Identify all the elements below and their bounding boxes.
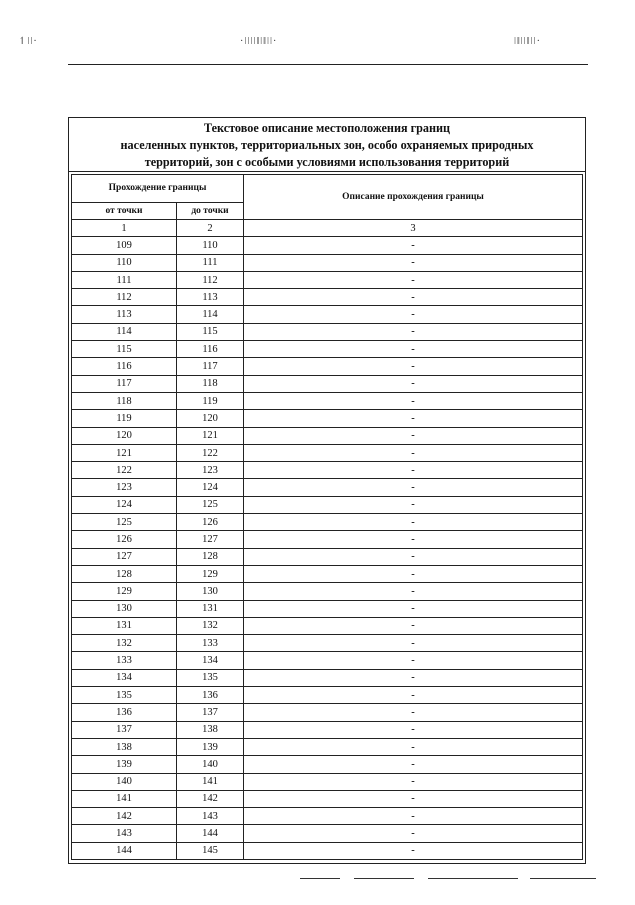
table-row (72, 531, 583, 548)
cell-from-point: 122 (72, 462, 177, 479)
table-row (72, 306, 583, 323)
cell-description: - (244, 462, 583, 479)
cell-to-point: 145 (177, 842, 244, 859)
table-row (72, 237, 583, 254)
table-row (72, 479, 583, 496)
cell-from-point: 137 (72, 721, 177, 738)
table-row (72, 496, 583, 513)
table-body (72, 237, 583, 860)
scan-mark-left: ↿ǀǀ· (18, 36, 38, 47)
cell-description: - (244, 514, 583, 531)
table-row (72, 756, 583, 773)
column-number-2: 2 (177, 220, 244, 237)
cell-to-point: 117 (177, 358, 244, 375)
cell-to-point: 131 (177, 600, 244, 617)
cell-to-point: 122 (177, 444, 244, 461)
cell-from-point: 111 (72, 271, 177, 288)
cell-to-point: 135 (177, 669, 244, 686)
cell-from-point: 142 (72, 808, 177, 825)
cell-to-point: 130 (177, 583, 244, 600)
cell-from-point: 115 (72, 341, 177, 358)
table-row (72, 704, 583, 721)
cell-description: - (244, 808, 583, 825)
table-row (72, 444, 583, 461)
cell-description: - (244, 237, 583, 254)
cell-description: - (244, 375, 583, 392)
cell-from-point: 126 (72, 531, 177, 548)
cell-description: - (244, 756, 583, 773)
cell-to-point: 116 (177, 341, 244, 358)
cell-from-point: 116 (72, 358, 177, 375)
cell-from-point: 112 (72, 289, 177, 306)
cell-to-point: 126 (177, 514, 244, 531)
table-row (72, 323, 583, 340)
cell-to-point: 142 (177, 790, 244, 807)
cell-description: - (244, 254, 583, 271)
table-row (72, 548, 583, 565)
cell-description: - (244, 565, 583, 582)
cell-to-point: 111 (177, 254, 244, 271)
table-row (72, 427, 583, 444)
cell-to-point: 136 (177, 687, 244, 704)
table-row (72, 617, 583, 634)
cell-from-point: 125 (72, 514, 177, 531)
cell-description: - (244, 583, 583, 600)
table-row (72, 669, 583, 686)
table-row (72, 583, 583, 600)
cell-from-point: 140 (72, 773, 177, 790)
cell-from-point: 121 (72, 444, 177, 461)
cell-to-point: 129 (177, 565, 244, 582)
cell-description: - (244, 617, 583, 634)
header-description: Описание прохождения границы (244, 175, 583, 220)
cell-description: - (244, 531, 583, 548)
cell-from-point: 143 (72, 825, 177, 842)
cell-to-point: 144 (177, 825, 244, 842)
table-row (72, 652, 583, 669)
cell-from-point: 133 (72, 652, 177, 669)
table-row (72, 738, 583, 755)
table-row (72, 462, 583, 479)
cell-description: - (244, 704, 583, 721)
cell-from-point: 141 (72, 790, 177, 807)
cell-to-point: 134 (177, 652, 244, 669)
cell-description: - (244, 323, 583, 340)
cell-description: - (244, 687, 583, 704)
table-row (72, 687, 583, 704)
table-row (72, 514, 583, 531)
column-number-1: 1 (72, 220, 177, 237)
table-row (72, 375, 583, 392)
table-row (72, 358, 583, 375)
cell-to-point: 121 (177, 427, 244, 444)
cell-from-point: 144 (72, 842, 177, 859)
cell-to-point: 114 (177, 306, 244, 323)
boundary-table (71, 174, 583, 860)
bottom-scan-line (68, 878, 596, 882)
cell-description: - (244, 825, 583, 842)
cell-description: - (244, 496, 583, 513)
cell-description: - (244, 289, 583, 306)
cell-from-point: 127 (72, 548, 177, 565)
cell-to-point: 110 (177, 237, 244, 254)
cell-to-point: 139 (177, 738, 244, 755)
table-row (72, 842, 583, 859)
cell-description: - (244, 790, 583, 807)
cell-from-point: 128 (72, 565, 177, 582)
cell-description: - (244, 842, 583, 859)
header-rule (68, 64, 588, 65)
cell-to-point: 137 (177, 704, 244, 721)
table-row (72, 341, 583, 358)
table-row (72, 790, 583, 807)
table-row (72, 825, 583, 842)
cell-from-point: 136 (72, 704, 177, 721)
cell-from-point: 135 (72, 687, 177, 704)
cell-to-point: 124 (177, 479, 244, 496)
cell-from-point: 109 (72, 237, 177, 254)
cell-to-point: 119 (177, 392, 244, 409)
cell-description: - (244, 271, 583, 288)
column-number-3: 3 (244, 220, 583, 237)
document-frame (68, 117, 586, 864)
cell-from-point: 118 (72, 392, 177, 409)
title-line-2: населенных пунктов, территориальных зон, особо охраняемых природных (120, 138, 534, 152)
cell-from-point: 114 (72, 323, 177, 340)
title-line-3: территорий, зон с особыми условиями использования территорий (144, 155, 510, 169)
cell-description: - (244, 652, 583, 669)
cell-from-point: 138 (72, 738, 177, 755)
document-title (69, 118, 585, 172)
cell-description: - (244, 444, 583, 461)
header-from-point: от точки (72, 203, 177, 220)
cell-to-point: 141 (177, 773, 244, 790)
table-row (72, 392, 583, 409)
cell-description: - (244, 600, 583, 617)
cell-description: - (244, 773, 583, 790)
cell-to-point: 127 (177, 531, 244, 548)
cell-from-point: 120 (72, 427, 177, 444)
cell-to-point: 113 (177, 289, 244, 306)
cell-to-point: 118 (177, 375, 244, 392)
table-row (72, 635, 583, 652)
cell-description: - (244, 427, 583, 444)
table-row (72, 254, 583, 271)
cell-from-point: 117 (72, 375, 177, 392)
cell-to-point: 140 (177, 756, 244, 773)
cell-from-point: 129 (72, 583, 177, 600)
cell-from-point: 123 (72, 479, 177, 496)
cell-from-point: 130 (72, 600, 177, 617)
cell-to-point: 128 (177, 548, 244, 565)
cell-description: - (244, 306, 583, 323)
cell-to-point: 120 (177, 410, 244, 427)
cell-from-point: 131 (72, 617, 177, 634)
header-boundary-passage: Прохождение границы (72, 175, 244, 203)
cell-description: - (244, 669, 583, 686)
cell-description: - (244, 358, 583, 375)
table-row (72, 808, 583, 825)
cell-description: - (244, 392, 583, 409)
scan-mark-right: ǀǁǀǀǁǀǀ· (514, 36, 541, 47)
cell-from-point: 134 (72, 669, 177, 686)
cell-description: - (244, 410, 583, 427)
cell-from-point: 132 (72, 635, 177, 652)
table-row (72, 600, 583, 617)
table-row (72, 721, 583, 738)
cell-to-point: 132 (177, 617, 244, 634)
table-row (72, 271, 583, 288)
table-row (72, 289, 583, 306)
table-row (72, 410, 583, 427)
cell-to-point: 143 (177, 808, 244, 825)
cell-to-point: 133 (177, 635, 244, 652)
cell-from-point: 139 (72, 756, 177, 773)
cell-to-point: 115 (177, 323, 244, 340)
cell-to-point: 125 (177, 496, 244, 513)
cell-description: - (244, 548, 583, 565)
cell-to-point: 123 (177, 462, 244, 479)
cell-from-point: 119 (72, 410, 177, 427)
cell-description: - (244, 721, 583, 738)
cell-description: - (244, 635, 583, 652)
header-to-point: до точки (177, 203, 244, 220)
title-line-1: Текстовое описание местоположения границ (203, 121, 451, 135)
cell-from-point: 110 (72, 254, 177, 271)
cell-to-point: 138 (177, 721, 244, 738)
table-row (72, 773, 583, 790)
cell-from-point: 113 (72, 306, 177, 323)
table-row (72, 565, 583, 582)
cell-to-point: 112 (177, 271, 244, 288)
cell-from-point: 124 (72, 496, 177, 513)
cell-description: - (244, 341, 583, 358)
cell-description: - (244, 479, 583, 496)
cell-description: - (244, 738, 583, 755)
scan-mark-center: ·ǀǀǀǀǁǀǁǀǀ· (240, 36, 278, 47)
